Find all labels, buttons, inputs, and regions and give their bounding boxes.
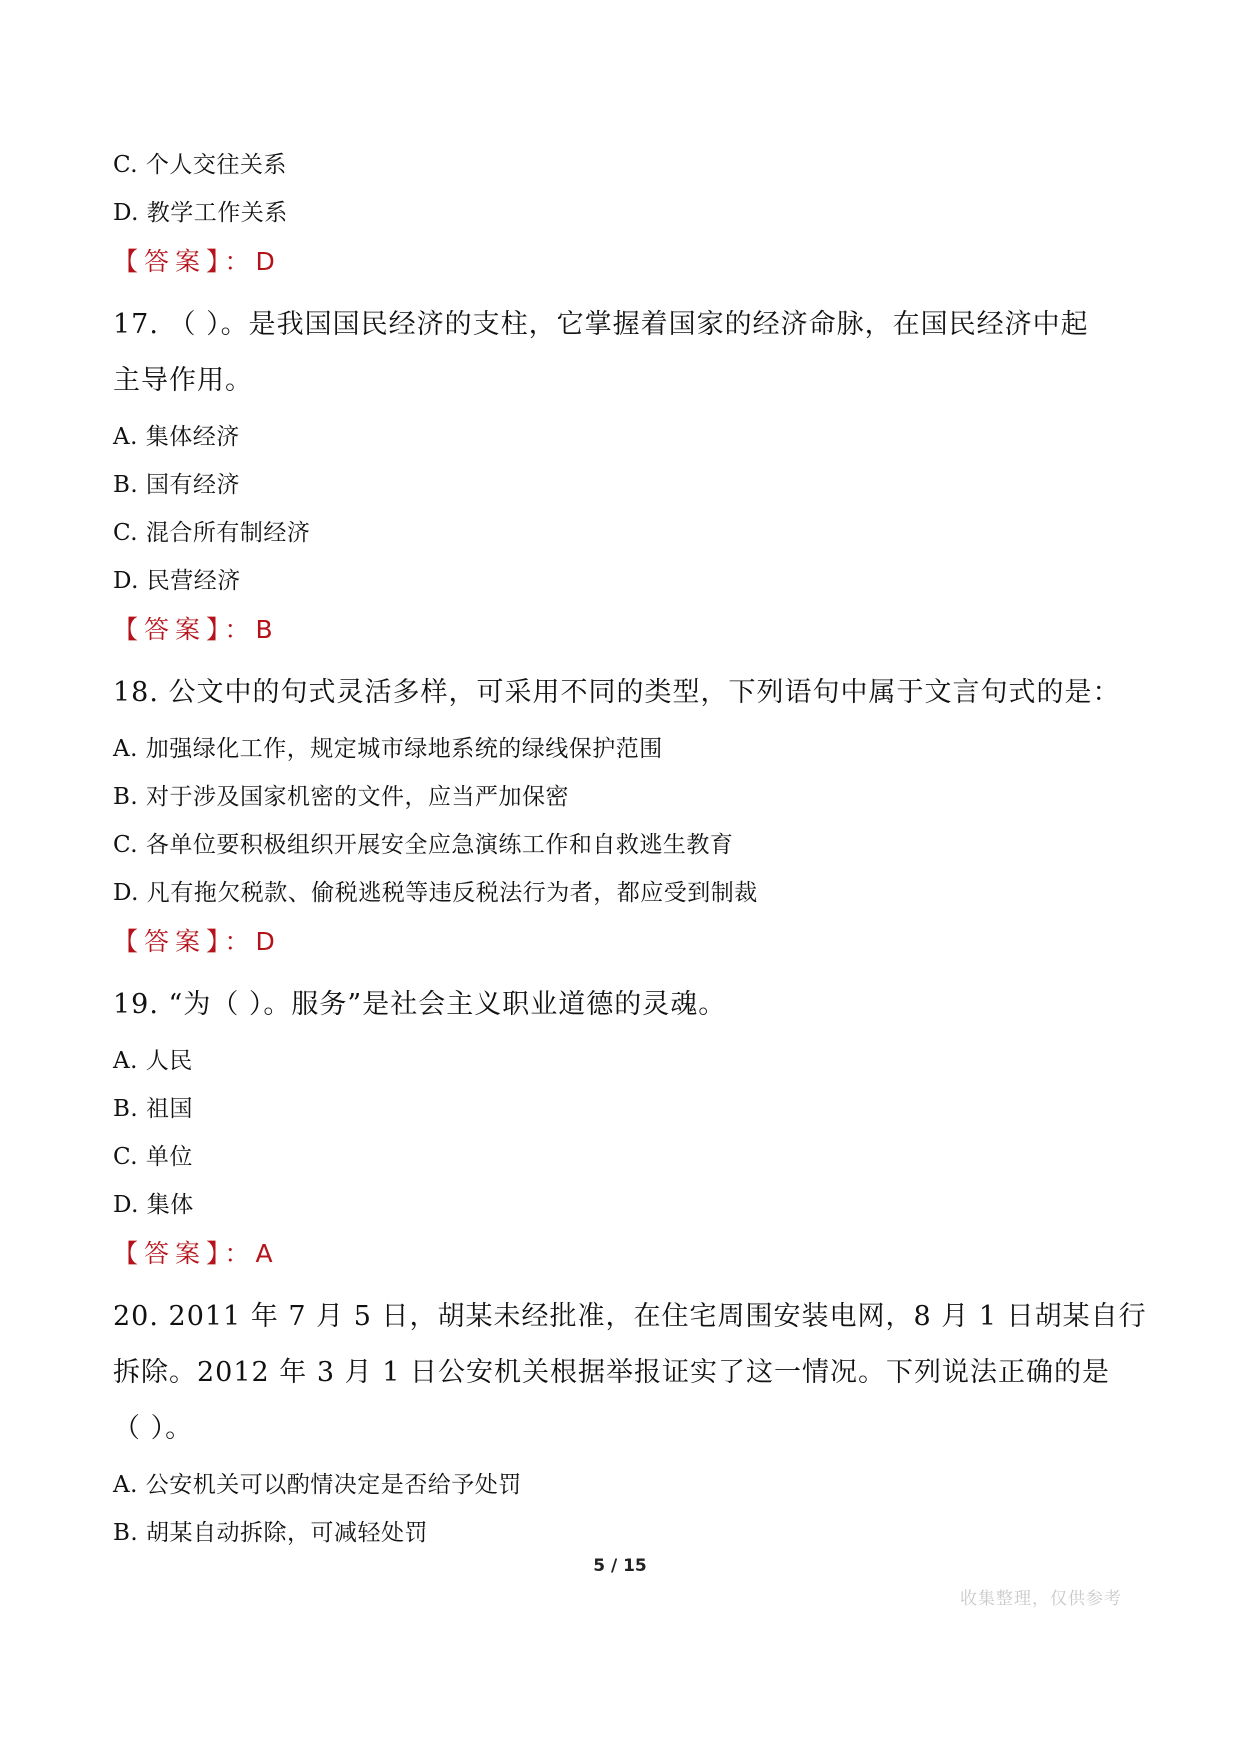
option-line: B. 祖国 [113, 1096, 194, 1122]
option-line: D. 凡有拖欠税款、偷税逃税等违反税法行为者，都应受到制裁 [113, 880, 758, 906]
answer-line: 【答案】：D [113, 247, 281, 276]
option-line: A. 公安机关可以酌情决定是否给予处罚 [113, 1472, 522, 1498]
page-number: 5 / 15 [593, 1556, 647, 1576]
answer-line: 【答案】：A [113, 1239, 279, 1268]
question-line: 主导作用。 [113, 365, 253, 396]
option-line: D. 教学工作关系 [113, 200, 288, 226]
option-line: C. 个人交往关系 [113, 152, 287, 178]
footer-note: 收集整理，仅供参考 [960, 1589, 1122, 1609]
option-line: B. 对于涉及国家机密的文件，应当严加保密 [113, 784, 570, 810]
question-line: 拆除。2012 年 3 月 1 日公安机关根据举报证实了这一情况。下列说法正确的是 [113, 1357, 1110, 1388]
option-line: D. 民营经济 [113, 568, 241, 594]
question-line: 20. 2011 年 7 月 5 日，胡某未经批准，在住宅周围安装电网，8 月 1 日胡某自行 [113, 1301, 1147, 1332]
option-line: A. 人民 [113, 1048, 193, 1074]
question-line: （ ）。 [113, 1413, 194, 1444]
option-line: A. 加强绿化工作，规定城市绿地系统的绿线保护范围 [113, 736, 663, 762]
question-line: 18. 公文中的句式灵活多样，可采用不同的类型，下列语句中属于文言句式的是： [113, 677, 1121, 708]
answer-line: 【答案】：D [113, 927, 281, 956]
option-line: D. 集体 [113, 1192, 194, 1218]
option-line: C. 混合所有制经济 [113, 520, 311, 546]
option-line: B. 胡某自动拆除，可减轻处罚 [113, 1520, 429, 1546]
option-line: C. 各单位要积极组织开展安全应急演练工作和自救逃生教育 [113, 832, 734, 858]
answer-line: 【答案】：B [113, 615, 279, 644]
question-line: 19. “为（ ）。服务”是社会主义职业道德的灵魂。 [113, 989, 727, 1020]
option-line: A. 集体经济 [113, 424, 240, 450]
question-line: 17. （ ）。是我国国民经济的支柱，它掌握着国家的经济命脉，在国民经济中起 [113, 309, 1089, 340]
option-line: C. 单位 [113, 1144, 193, 1170]
option-line: B. 国有经济 [113, 472, 241, 498]
